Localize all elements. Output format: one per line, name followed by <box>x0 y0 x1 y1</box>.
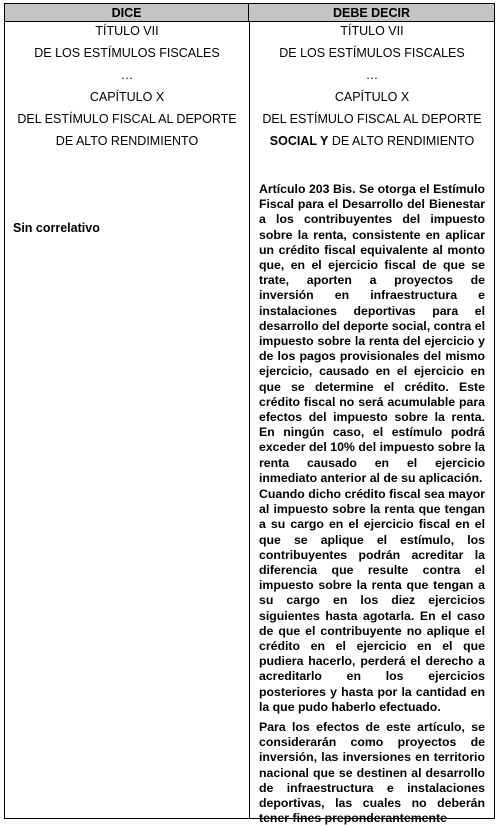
header-dice: DICE <box>5 4 249 22</box>
right-title-line-last <box>250 130 494 152</box>
header-debe-decir: DEBE DECIR <box>249 4 494 22</box>
left-title-line: TÍTULO VII <box>95 24 159 38</box>
column-dice <box>5 22 249 235</box>
title-rest: DE ALTO RENDIMIENTO <box>328 134 475 148</box>
comparison-table <box>4 3 495 826</box>
article-paragraph: Cuando dicho crédito fiscal sea mayor al impuesto sobre la renta que tengan a su cargo en el ejercicio fiscal en el que se aplique el estímulo, los contribuyentes podrán acreditar la diferencia que resulte contra el impuesto sobre la renta que tengan a su cargo en los diez ejercicios siguientes hasta agotarla. En el caso de que el contribuyente no aplique el crédito en el ejercicio en el que pudiera hacerlo, perderá el derecho a acreditarlo en los ejercicios posteriores y hasta por la cantidad en la que pudo haberlo efectuado. <box>259 487 485 714</box>
left-title-line: … <box>120 68 134 82</box>
right-title-line: TÍTULO VII <box>340 24 404 38</box>
title-bold-addition: SOCIAL Y <box>269 134 329 148</box>
right-title-line: DE LOS ESTÍMULOS FISCALES <box>279 46 465 60</box>
right-title-line: CAPÍTULO X <box>334 90 410 104</box>
left-title-line: DE ALTO RENDIMIENTO <box>55 134 199 148</box>
right-title-line: DEL ESTÍMULO FISCAL AL DEPORTE <box>262 112 482 126</box>
no-correlative-text: Sin correlativo <box>13 221 100 235</box>
left-title-line: DE LOS ESTÍMULOS FISCALES <box>34 46 220 60</box>
left-title-line: CAPÍTULO X <box>89 90 165 104</box>
column-debe-decir <box>250 22 494 826</box>
article-paragraph: Artículo 203 Bis. Se otorga el Estímulo Fiscal para el Desarrollo del Bienestar a los contribuyentes del impuesto sobre la renta, consistente en aplicar un crédito fiscal equivalente al monto que, en el ejercicio fiscal de que se trate, aporten a proyectos de inversión en infraestructura e instalaciones deportivas para el desarrollo del deporte social, contra el impuesto sobre la renta del ejercicio y de los pagos provisionales del mismo ejercicio, causado en el ejercicio en que se determine el crédito. Este crédito fiscal no será acumulable para efectos del impuesto sobre la renta. En ningún caso, el estímulo podrá exceder del 10% del impuesto sobre la renta causado en el ejercicio inmediato anterior al de su aplicación. <box>259 182 485 485</box>
left-title-line: DEL ESTÍMULO FISCAL AL DEPORTE <box>17 112 237 126</box>
right-title-line: … <box>365 68 379 82</box>
article-paragraph: Para los efectos de este artículo, se considerarán como proyectos de inversión, las inversiones en territorio nacional que se destinen al desarrollo de infraestructura e instalaciones deportivas, las cuales no deberán tener fines preponderantemente <box>259 720 485 826</box>
